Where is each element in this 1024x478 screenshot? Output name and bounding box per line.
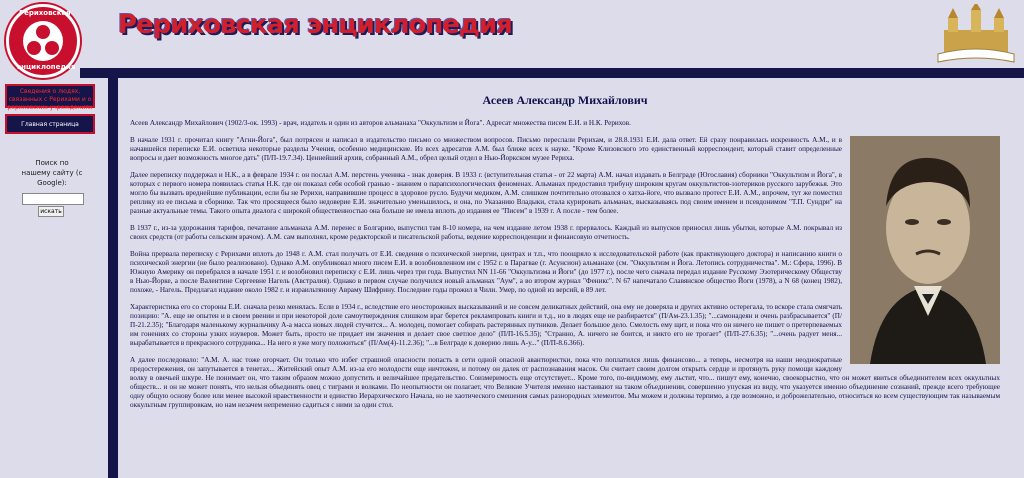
search-button[interactable]: искать bbox=[38, 206, 64, 217]
portrait-illustration bbox=[850, 136, 1000, 364]
article-paragraph: Асеев Александр Михайлович (1902/3-ок. 1993) - врач, издатель и один из авторов альманаха "Оккультизм и Йога". Адресат множества писем Е.И. и Н.К. Рерихов. bbox=[130, 119, 631, 127]
people-info-link[interactable]: Сведения о людях, связанных с Рерихами и о рериховских учреждениях bbox=[5, 84, 95, 108]
site-title: Рериховская энциклопедия bbox=[118, 10, 512, 40]
article-paragraph: Далее переписку поддержал и Н.К., а в феврале 1934 г. он послал А.М. перстень ученика - знак доверия. В 1933 г. (вступительная статья - от 22 марта) А.М. начал издавать в Белграде (Югославия) сборники "Оккультизм и Йога", в которых с первого номера появилась статья Н.К. где он показал себя особой гранью - знанием о парапсихологических феноменах. Альманах предоставил трибуну широким кругам оккультистов-эзотериков русского зарубежья. Это могло бы вызвать вреднейшие публикации, если бы не Рерихи, направившие процесс в здоровое русло. Будучи медиком, А.М. слишком почтительно отозвался о хатха-йоге, что вызвало протест Е.И. А.М., впрочем, тут же поместил реплику из ее письма в сборнике. Так что просящееся было недоверие Е.И. значительно уменьшилось, и она, по Указанию Владыки, стала курировать альманах, высказываясь под своим именем и псевдонимом "Т.П. Сундри" на разные актуальные темы. Такого опыта диалога с широкой общественностью она больше не имела вплоть до издания ее "Писем" в 1939 г. А после - тем более. bbox=[130, 171, 842, 215]
article-paragraph: В начале 1931 г. прочитал книгу "Агни-Йога", был потрясен и написал в издательство письмо со множеством вопросов. Письмо переслали Рерихам, и 28.8.1931 Е.И. дала ответ. Ей сразу понравилась искренность А.М., и в начавшейся переписке Е.И. осветила некоторые разделы Учения, особенно медицинские. Из всех адресатов А.М. был ближе всех к науке. "Кроме Клизовского это единственный корреспондент, который ставит определенные вопросы и дает возможность многое дать" (П/П-19.7.34). Ценнейший архив, собранный А.М., обрел целый отдел в Нью-Йоркском музее Рериха. bbox=[130, 136, 842, 162]
article-paragraph: А далее последовало: "А.М. А. нас тоже огорчает. Он только что избег страшной опасности попасть в сети одной опасной авантюристки, пока что поплатился лишь финансово... а теперь, несмотря на наши неоднократные предостережения, он запутывается в тенетах... Житейский опыт А.М. из-за его молодости еще ничтожен, и потому он далек от распознавания масок. Он считает своим долгом открыть сердце и протянуть руку помощи каждому волку в овечьей шкуре. Не понимает он, что таким образом можно допустить и величайшее предательство. Соизмеримость еще отсутствует... Кроме того, по-видимому, ему льстит, что... пишут ему, конечно, своекорыстно, что он может явиться объединителем всех оккультных обществ... и он не может понять, что нельзя объединять овец с тиграми и волками. По неопытности он полагает, что Великие Учителя именно настаивают на таком объединении, совершенно упуская из виду, что указуется именно объединение сознаний, прежде всего требующее одну общую основу более или менее высокой нравственности и единство Иерархического Начала, но не хаотического смешения самых разнородных элементов. Мы можем и должны терпимо, а где возможно, и доброжелательно, относиться ко всем существующим так называемым оккультным группировкам, но нам незачем непременно садиться с ними за один стол. bbox=[130, 356, 1000, 409]
logo-text-top: Рериховская bbox=[19, 9, 71, 17]
article-paragraph: Характеристика его со стороны Е.И. сначала резко менялась. Если в 1934 г., вследствие его неосторожных высказываний и не совсем деликатных действий, она ему не доверяла и других активно остерегала, то вскоре стала смягчать позицию: "А. еще не опытен и в своем рвении и при некоторой доле самоутверждения слишком враг берется реклампровать книги и т.д., но в людях еще не разбирается" (П/Ам-23.1.35); "...самонадеян и очень разбрасывается" (П/П-21.2.35); "Благодаря маленькому журнальчику А-а масса новых людей стучится... А. молодец, помогает собирать растерянных путников. Делает большое дело. Смелость ему щит, и пока что он ничего не пишет о претерпеваемых им гонениях со стороны узких изуверов. Может быть, просто не придает им значения и делает свое светлое дело" (П/П-16.5.35); "Странно, А. ничего не боится, и никто его не трогает" (П/П-27.6.35); "...очень радует меня... вырабатывается в прекрасного сотрудника... На него я уже могу положиться" (П/Ам(4)-11.2.36); "...в Белграде к доверию лишь А-у..." (П/П-8.6.366). bbox=[130, 303, 842, 347]
logo-dot-right bbox=[45, 41, 59, 55]
logo-dot-top bbox=[36, 25, 50, 39]
page-title: Асеев Александр Михайлович bbox=[482, 93, 648, 107]
logo-dot-left bbox=[27, 41, 41, 55]
article-paragraph: В 1937 г., из-за удорожания тарифов, печатание альманаха А.М. перенес в Болгарию, выпустил там 8-10 номера, на чем издание летом 1938 г. прервалось. Каждый из выпусков приносил лишь убытки, которые А.М. покрывал из своих средств (от работы сельским врачом). А.М. сам выполнял, кроме редакторской и писательской работы, ведение корреспонденции и финансовую отчетность. bbox=[130, 224, 842, 241]
article-content bbox=[130, 93, 1000, 418]
site-logo[interactable] bbox=[6, 4, 80, 78]
top-navy-bar bbox=[80, 68, 1024, 78]
search-input[interactable] bbox=[22, 193, 84, 205]
main-page-link[interactable]: Главная страница bbox=[5, 114, 95, 134]
article-paragraph: Война прервала переписку с Рерихами вплоть до 1948 г. А.М. стал получать от Е.И. сведения о психической энергии, центрах и т.п., что поощряло к исследовательской работе (как практикующего доктора) и написанию книги о психической энергии (не было реализовано). Однако А.М. опубликовал много писем Е.И. в возобновленном им с 1952 г. в Парагвае (г. Асунсион) альманахе (см. "Оккультизм и Йога. Летопись сотрудничества". М.: Сфера, 1996). В Южную Америку он перебрался в начале 1951 г. и возобновил переписку с Е.И. лишь через три года. Выпустил NN 11-66 "Оккультизма и Йоги" (до 1977 г.), после чего сначала передал издание Русскому Эзотерическому Обществу в Нью-Йорке, а после Валентине Сергеевне Нагель (Австралия). Однако в первом случае получился новый альманах "Аум", а во втором журнал "Феникс". N 67 напечатало Славянское общество Йоги (1978), а N 68 (конец 1982), похоже, - Нагель. Предлагал издание около 1982 г. и израильтянину Авраму Шифрину. Последние годы прожил в Чили. Умер, по одной из версий, в 89 лет. bbox=[130, 250, 842, 294]
search-label: Поиск по нашему сайту (с Google): bbox=[21, 159, 83, 187]
castle-book-icon bbox=[934, 4, 1018, 64]
logo-text-bottom: энциклопедия bbox=[17, 63, 76, 71]
left-navy-bar bbox=[108, 78, 118, 478]
logo-inner-circle bbox=[23, 21, 63, 61]
portrait-photo bbox=[850, 136, 1000, 364]
